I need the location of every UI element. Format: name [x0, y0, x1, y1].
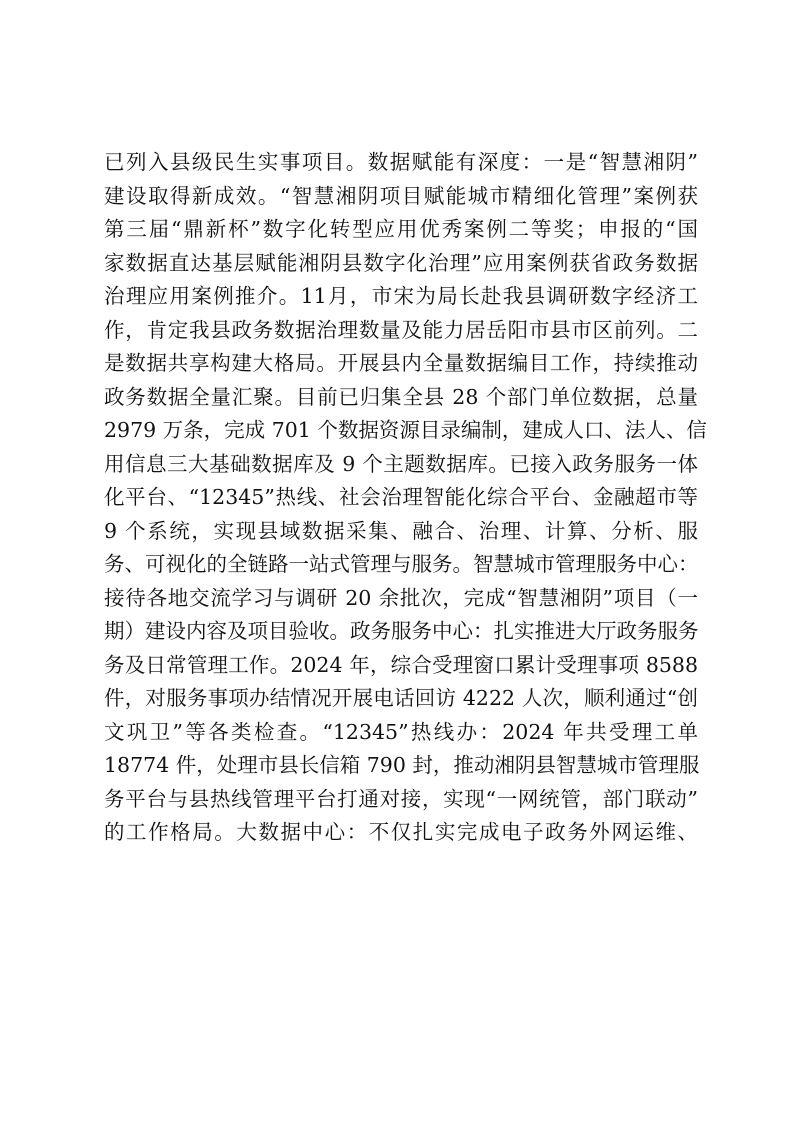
- text-line-19: 18774 件，处理市县长信箱 790 封，推动湘阴县智慧城市管理服: [104, 753, 700, 777]
- text-line-21: 的工作格局。大数据中心：不仅扎实完成电子政务外网运维、: [104, 820, 698, 844]
- text-line-8: 政务数据全量汇聚。目前已归集全县 28 个部门单位数据，总量: [104, 384, 698, 409]
- text-line-15: 期）建设内容及项目验收。政务服务中心：扎实推进大厅政务服务: [104, 619, 699, 643]
- text-line-9: 2979 万条，完成 701 个数据资源目录编制，建成人口、法人、信: [104, 418, 707, 442]
- text-line-13: 务、可视化的全链路一站式管理与服务。智慧城市管理服务中心：: [104, 552, 699, 576]
- body-text: [104, 146, 707, 850]
- text-line-11: 化平台、“12345”热线、社会治理智能化综合平台、金融超市等: [104, 485, 698, 509]
- text-line-1: 已列入县级民生实事项目。数据赋能有深度：一是“智慧湘阴”: [104, 150, 698, 174]
- text-line-16: 务及日常管理工作。2024 年，综合受理窗口累计受理事项 8588: [104, 652, 698, 677]
- text-line-5: 治理应用案例推介。11月，市宋为局长赴我县调研数字经济工: [104, 284, 698, 308]
- text-line-20: 务平台与县热线管理平台打通对接，实现“一网统管，部门联动”: [104, 786, 698, 811]
- text-line-7: 是数据共享构建大格局。开展县内全量数据编目工作，持续推动: [104, 351, 698, 375]
- text-line-17: 件，对服务事项办结情况开展电话回访 4222 人次，顺利通过“创: [104, 686, 698, 710]
- text-line-10: 用信息三大基础数据库及 9 个主题数据库。已接入政务服务一体: [104, 451, 698, 476]
- text-line-12: 9 个系统，实现县域数据采集、融合、治理、计算、分析、服: [104, 518, 698, 543]
- text-line-3: 第三届“鼎新杯”数字化转型应用优秀案例二等奖；申报的“国: [104, 217, 698, 241]
- text-line-14: 接待各地交流学习与调研 20 余批次，完成“智慧湘阴”项目（一: [104, 585, 698, 610]
- text-line-18: 文巩卫”等各类检查。“12345”热线办：2024 年共受理工单: [104, 719, 698, 744]
- text-line-4: 家数据直达基层赋能湘阴县数字化治理”应用案例获省政务数据: [104, 250, 698, 275]
- text-line-2: 建设取得新成效。“智慧湘阴项目赋能城市精细化管理”案例获: [104, 183, 698, 208]
- text-line-6: 作，肯定我县政务数据治理数量及能力居岳阳市县市区前列。二: [104, 317, 698, 342]
